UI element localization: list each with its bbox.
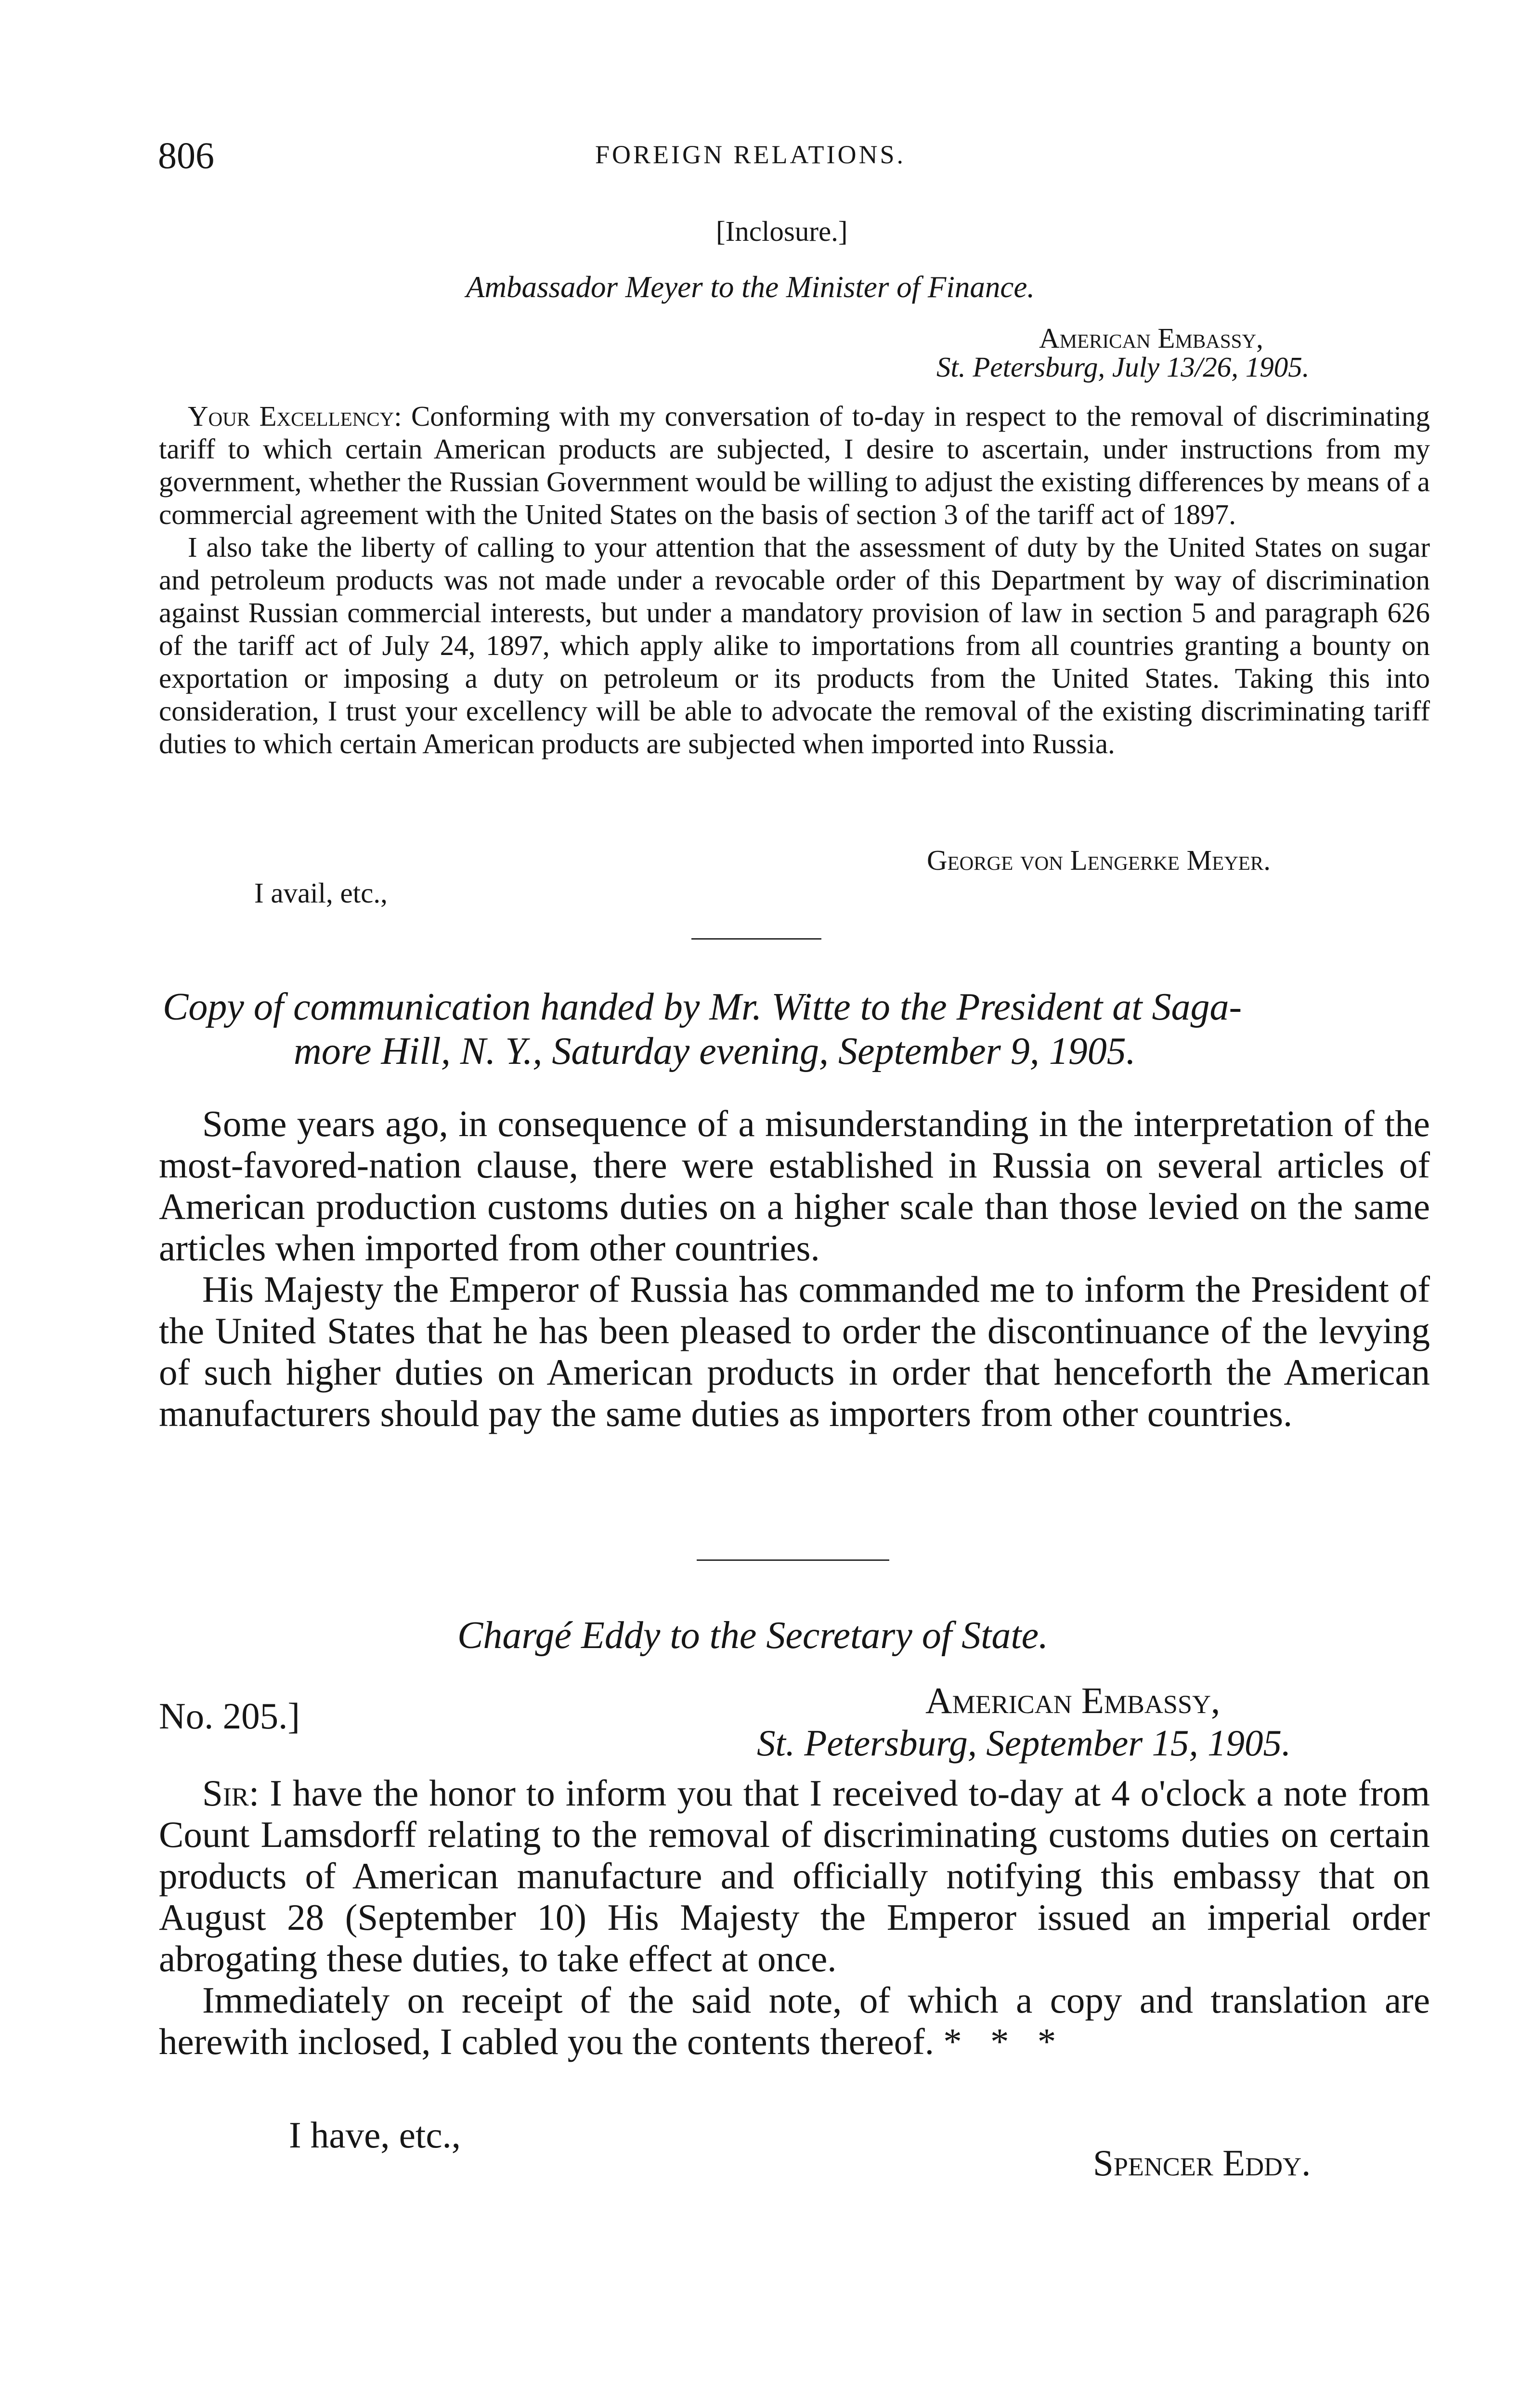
letter1-place-date: St. Petersburg, July 13/26, 1905. — [936, 351, 1310, 383]
letter2-heading-line2: more Hill, N. Y., Saturday evening, September 9, 1905. — [294, 1030, 1136, 1073]
letter3-paragraph-2 — [159, 1979, 1430, 2062]
page-number: 806 — [158, 134, 214, 176]
letter2-body — [159, 1103, 1430, 1434]
letter3-place-date: St. Petersburg, September 15, 1905. — [757, 1722, 1291, 1764]
letter1-body — [159, 400, 1430, 760]
letter1-paragraph-1-text: Conforming with my conversation of to-day in respect to the removal of discriminating tariff to which certain American products are subjected, I desire to ascertain, under instructions from my government, whether the Russian Government would be willing to adjust the existing differences by means of a commercial agreement with the United States on the basis of section 3 of the tariff act of 1897. — [159, 400, 1430, 530]
letter1-signature: George von Lengerke Meyer. — [927, 844, 1271, 876]
letter3-number: No. 205.] — [159, 1695, 300, 1737]
letter3-paragraph-1-text: I have the honor to inform you that I received to-day at 4 o'clock a note from Count Lamsdorff relating to the removal of discriminating customs duties on certain products of American manufacture and officially notifying this embassy that on August 28 (September 10) His Majesty the Emperor issued an imperial order abrogating these duties, to take effect at once. — [159, 1772, 1430, 1979]
letter2-paragraph-2: His Majesty the Emperor of Russia has commanded me to inform the President of the United States that he has been pleased to order the discontinuance of the levying of such higher duties on American products in order that henceforth the American manufacturers should pay the same duties as importers from other countries. — [159, 1269, 1430, 1434]
letter3-body — [159, 1772, 1430, 2062]
letter2-paragraph-1: Some years ago, in consequence of a misunderstanding in the interpretation of the most-favored-nation clause, there were established in Russia on several articles of American production customs duties on a higher scale than those levied on the same articles when imported from other countries. — [159, 1103, 1430, 1269]
section-divider-1 — [691, 938, 821, 940]
letter1-closing: I avail, etc., — [254, 877, 388, 909]
letter3-paragraph-1 — [159, 1772, 1430, 1979]
letter1-heading: Ambassador Meyer to the Minister of Finance. — [466, 270, 1035, 304]
letter3-salutation: Sir: — [202, 1772, 260, 1814]
inclosure-label: [Inclosure.] — [716, 215, 848, 247]
letter1-embassy: American Embassy, — [1039, 322, 1263, 354]
letter1-salutation: Your Excellency: — [188, 400, 402, 432]
letter2-heading-line1: Copy of communication handed by Mr. Witte to the President at Saga- — [163, 986, 1242, 1028]
letter1-paragraph-2: I also take the liberty of calling to your attention that the assessment of duty by the United States on sugar and petroleum products was not made under a revocable order of this Department by way of discrimination against Russian commercial interests, but under a mandatory provision of law in section 5 and paragraph 626 of the tariff act of July 24, 1897, which apply alike to importations from all countries granting a bounty on exportation or imposing a duty on petroleum or its products from the United States. Taking this into consideration, I trust your excellency will be able to advocate the removal of the existing discriminating tariff duties to which certain American products are subjected when imported into Russia. — [159, 531, 1430, 759]
section-divider-2 — [697, 1559, 889, 1561]
letter3-signature: Spencer Eddy. — [1093, 2142, 1311, 2184]
letter3-paragraph-2-text: Immediately on receipt of the said note, of which a copy and translation are herewith inclosed, I cabled you the contents thereof. — [159, 1979, 1430, 2062]
letter3-closing: I have, etc., — [289, 2114, 461, 2156]
letter1-paragraph-1 — [159, 400, 1430, 531]
letter3-heading: Chargé Eddy to the Secretary of State. — [457, 1614, 1049, 1657]
letter3-embassy: American Embassy, — [925, 1680, 1221, 1721]
letter3-asterisks: * * * — [943, 2021, 1056, 2062]
running-head: FOREIGN RELATIONS. — [595, 140, 906, 169]
